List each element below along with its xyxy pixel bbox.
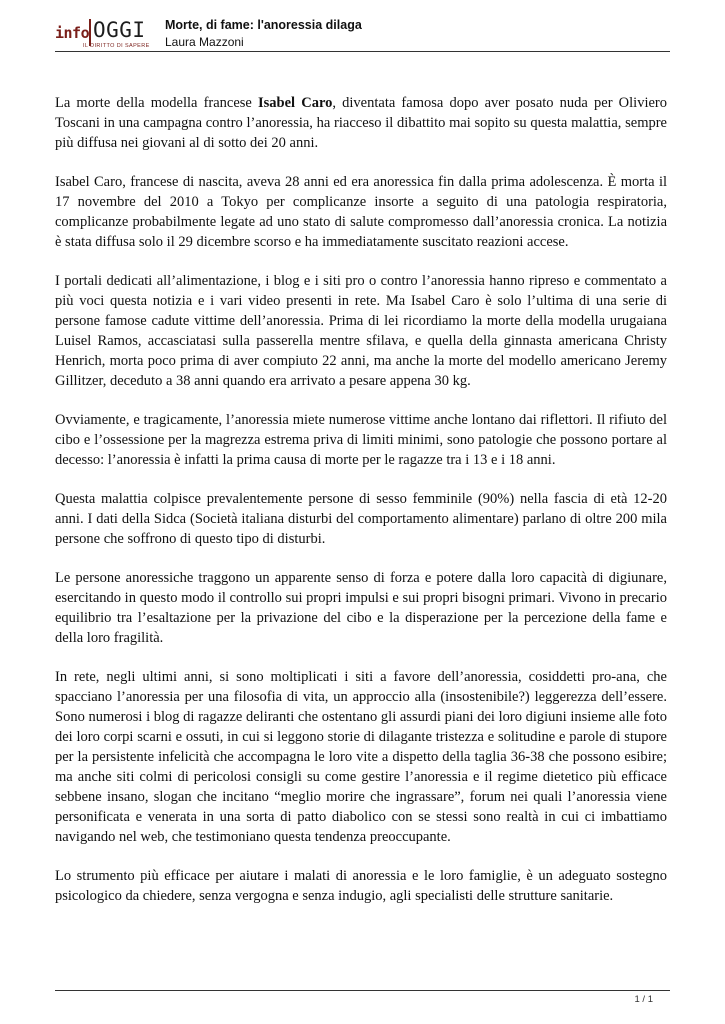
logo-divider	[89, 19, 91, 46]
paragraph-2: Isabel Caro, francese di nascita, aveva 28 anni ed era anoressica fin dalla prima adolescenza. È morta il 17 novembre del 2010 a Tokyo per complicanze insorte a seguito di una patologia respiratoria, complicanze probabilmente legate ad uno stato di salute compromesso dall’anoressia cronica. La notizia è stata diffusa solo il 29 dicembre scorso e ha immediatamente suscitato reazioni accese.	[55, 174, 667, 250]
paragraph-5: Questa malattia colpisce prevalentemente persone di sesso femminile (90%) nella fascia di età 12-20 anni. I dati della Sidca (Società italiana disturbi del comportamento alimentare) parlano di oltre 200 mila persone che soffrono di questo tipo di disturbi.	[55, 491, 667, 547]
paragraph-1	[55, 93, 667, 153]
logo-tagline: IL DIRITTO DI SAPERE	[83, 43, 150, 49]
article-title: Morte, di fame: l'anoressia dilaga	[165, 18, 362, 32]
page-number: 1 / 1	[634, 994, 653, 1005]
paragraph-3: I portali dedicati all’alimentazione, i blog e i siti pro o contro l’anoressia hanno ripreso e commentato a più voci questa notizia e i vari video presenti in rete. Ma Isabel Caro è solo l’ultima di una serie di persone famose cadute vittime dell’anoressia. Prima di lei ricordiamo la morte della modella urugaiana Luisel Ramos, accasciatasi sulla passerella mentre sfilava, e quella della ginnasta americana Christy Henrich, morta poco prima di aver compiuto 22 anni, ma anche la morte del modello americano Jeremy Gillitzer, deceduto a 38 anni quando era arrivato a pesare appena 30 kg.	[55, 273, 667, 389]
footer-rule	[55, 990, 670, 991]
logo-name: OGGI	[93, 18, 146, 42]
paragraph-7: In rete, negli ultimi anni, si sono moltiplicati i siti a favore dell’anoressia, cosiddetti pro-ana, che spacciano l’anoressia per una filosofia di vita, un approccio alla (insostenibile?) leggerezza dell’essere. Sono numerosi i blog di ragazze deliranti che ostentano gli assurdi piani dei loro digiuni insieme alle foto dei loro corpi scarni e ossuti, in cui si leggono storie di dilagante tristezza e solitudine e parole di stupore per la persistente infelicità che accompagna le loro vite a dispetto della taglia 36-38 che possono esibire; ma anche siti colmi di pericolosi consigli su come gestire l’anoressia e il regime dietetico più efficace sebbene insano, slogan che incitano “meglio morire che ingrassare”, forum nei quali l’anoressia viene personificata e venerata in una sorta di patto diabolico con se stessi sono realtà in cui ci imbattiamo navigando nel web, che testimoniano questa tendenza preoccupante.	[55, 669, 667, 845]
page-header	[55, 14, 670, 52]
paragraph-4: Ovviamente, e tragicamente, l’anoressia miete numerose vittime anche lontano dai riflettori. Il rifiuto del cibo e l’ossessione per la magrezza estrema priva di limiti minimi, sono patologie che possono portare al decesso: l’anoressia è infatti la prima causa di morte per le ragazze tra i 13 e i 18 anni.	[55, 412, 667, 468]
article-author: Laura Mazzoni	[165, 35, 244, 49]
header-rule	[55, 51, 670, 52]
paragraph-1-start: La morte della modella francese	[55, 95, 259, 111]
logo-prefix: info	[55, 24, 90, 42]
article-body	[55, 93, 667, 925]
paragraph-6: Le persone anoressiche traggono un apparente senso di forza e potere dalla loro capacità di digiunare, esercitando in questo modo il controllo sui propri impulsi e sui propri bisogni primari. Vivono in precario equilibrio tra l’esaltazione per la privazione del cibo e la disperazione per la percezione della fame e della loro fragilità.	[55, 570, 667, 646]
paragraph-1-end: , diventata famosa dopo aver posato nuda per Oliviero Toscani in una campagna contro l’anoressia, ha riacceso il dibattito mai sopito su questa malattia, sempre più diffusa nei giovani al di sotto dei 20 anni.	[55, 95, 667, 151]
isabel-caro-name: Isabel Caro	[258, 95, 333, 111]
infooggi-logo	[55, 16, 155, 50]
paragraph-8: Lo strumento più efficace per aiutare i malati di anoressia e le loro famiglie, è un adeguato sostegno psicologico da chiedere, senza vergogna e senza indugio, agli specialisti delle strutture sanitarie.	[55, 868, 667, 904]
